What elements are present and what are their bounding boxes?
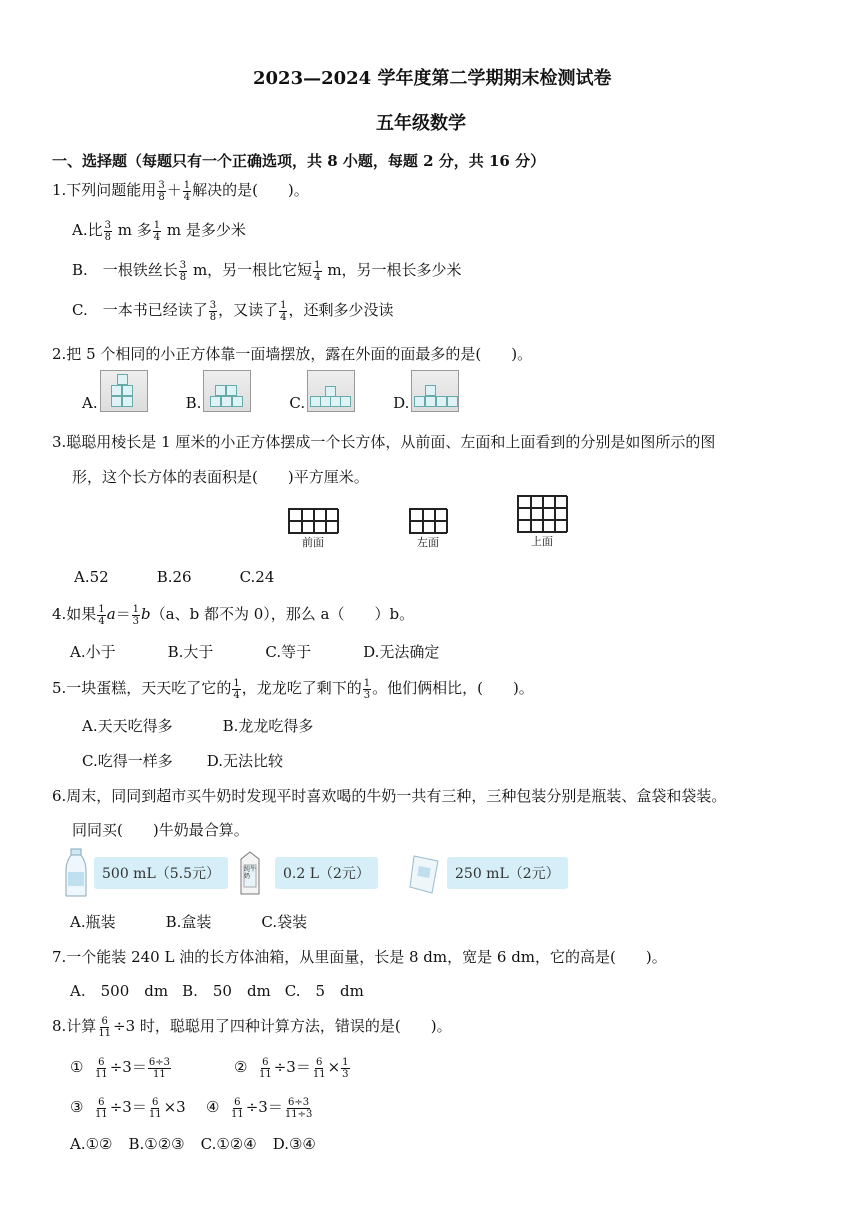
question-1: 1.下列问题能用 $\frac{3}{8}$ ＋ $\frac{1}{4}$ 解决的是( )。 xyxy=(52,179,309,203)
carton-label: 纯牛奶 xyxy=(244,866,257,880)
milk-bottle-icon xyxy=(64,848,88,898)
method-3: ③ $\frac{6}{11}$ ÷3＝ $\frac{6}{11}$ ×3 xyxy=(70,1096,186,1120)
question-5-options-row1: A.天天吃得多 B.龙龙吃得多 xyxy=(82,717,314,735)
view-top: 上面 xyxy=(517,494,567,549)
question-3-line2: 形，这个长方体的表面积是( )平方厘米。 xyxy=(72,468,369,486)
method-1: ① $\frac{6}{11}$ ÷3＝ $\frac{6\div 3}{11}$ xyxy=(70,1056,170,1080)
front-view-grid xyxy=(288,508,338,534)
question-3-options: A.52 B.26 C.24 xyxy=(74,568,275,586)
method-2: ② $\frac{6}{11}$ ÷3＝ $\frac{6}{11}$ × $\frac{1}{3}$ xyxy=(234,1056,349,1080)
question-4-options: A.小于 B.大于 C.等于 D.无法确定 xyxy=(70,643,440,661)
option-b: B. xyxy=(186,370,252,412)
option-c: C. xyxy=(289,370,355,412)
question-6-options: A.瓶装 B.盒装 C.袋装 xyxy=(70,913,308,931)
question-6-line2: 同同买( )牛奶最合算。 xyxy=(72,821,249,839)
question-8: 8.计算 $\frac{6}{11}$ ÷3 时，聪聪用了四种计算方法，错误的是( )。 xyxy=(52,1015,452,1039)
view-front: 前面 xyxy=(288,507,338,550)
question-4: 4.如果 $\frac{1}{4}$ a＝ $\frac{1}{3}$ b（a、b 都不为 0），那么 a（ ）b。 xyxy=(52,603,415,627)
milk-bag-icon xyxy=(408,853,442,895)
method-4: ④ $\frac{6}{11}$ ÷3＝ $\frac{6\div 3}{11\div 3}$ xyxy=(206,1096,313,1120)
question-1-option-b: B. 一根铁丝长 $\frac{3}{8}$ m，另一根比它短 $\frac{1}{4}$ m，另一根长多少米 xyxy=(72,259,462,283)
option-a: A. xyxy=(82,370,148,412)
question-7: 7.一个能装 240 L 油的长方体油箱，从里面量，长是 8 dm，宽是 6 dm，它的高是( )。 xyxy=(52,948,667,966)
question-2-options xyxy=(82,370,459,412)
section-heading: 一、选择题（每题只有一个正确选项，共 8 小题，每题 2 分，共 16 分） xyxy=(52,152,546,170)
page-title: 2023—2024 学年度第二学期期末检测试卷 xyxy=(253,68,612,89)
question-2: 2.把 5 个相同的小正方体靠一面墙摆放，露在外面的面最多的是( )。 xyxy=(52,345,533,363)
cube-arrangement-b-image xyxy=(203,370,251,412)
option-d: D. xyxy=(393,370,459,412)
question-6-line1: 6.周末，同同到超市买牛奶时发现平时喜欢喝的牛奶一共有三种，三种包装分别是瓶装、盒袋和袋装。 xyxy=(52,787,727,805)
question-5: 5.一块蛋糕，天天吃了它的 $\frac{1}{4}$ ，龙龙吃了剩下的 $\frac{1}{3}$ 。他们俩相比，( )。 xyxy=(52,677,534,701)
question-1-option-c: C. 一本书已经读了 $\frac{3}{8}$ ，又读了 $\frac{1}{4}$ ，还剩多少没读 xyxy=(72,299,394,323)
question-1-option-a: A.比 $\frac{3}{8}$ m 多 $\frac{1}{4}$ m 是多少米 xyxy=(72,219,246,243)
page-subtitle: 五年级数学 xyxy=(376,113,466,134)
price-tag-bottle: 500 mL（5.5元） xyxy=(94,857,228,889)
question-7-options: A. 500 dm B. 50 dm C. 5 dm xyxy=(70,982,364,1000)
question-8-options: A.①② B.①②③ C.①②④ D.③④ xyxy=(70,1135,316,1153)
left-view-grid xyxy=(409,508,447,534)
question-3-line1: 3.聪聪用棱长是 1 厘米的小正方体摆成一个长方体，从前面、左面和上面看到的分别是如图所示的图 xyxy=(52,433,716,451)
cube-arrangement-a-image xyxy=(100,370,148,412)
cube-arrangement-c-image xyxy=(307,370,355,412)
cube-arrangement-d-image xyxy=(411,370,459,412)
price-tag-carton: 0.2 L（2元） xyxy=(275,857,378,889)
view-left: 左面 xyxy=(409,507,447,550)
question-5-options-row2: C.吃得一样多 D.无法比较 xyxy=(82,752,283,770)
top-view-grid xyxy=(517,495,567,533)
price-tag-bag: 250 mL（2元） xyxy=(447,857,568,889)
